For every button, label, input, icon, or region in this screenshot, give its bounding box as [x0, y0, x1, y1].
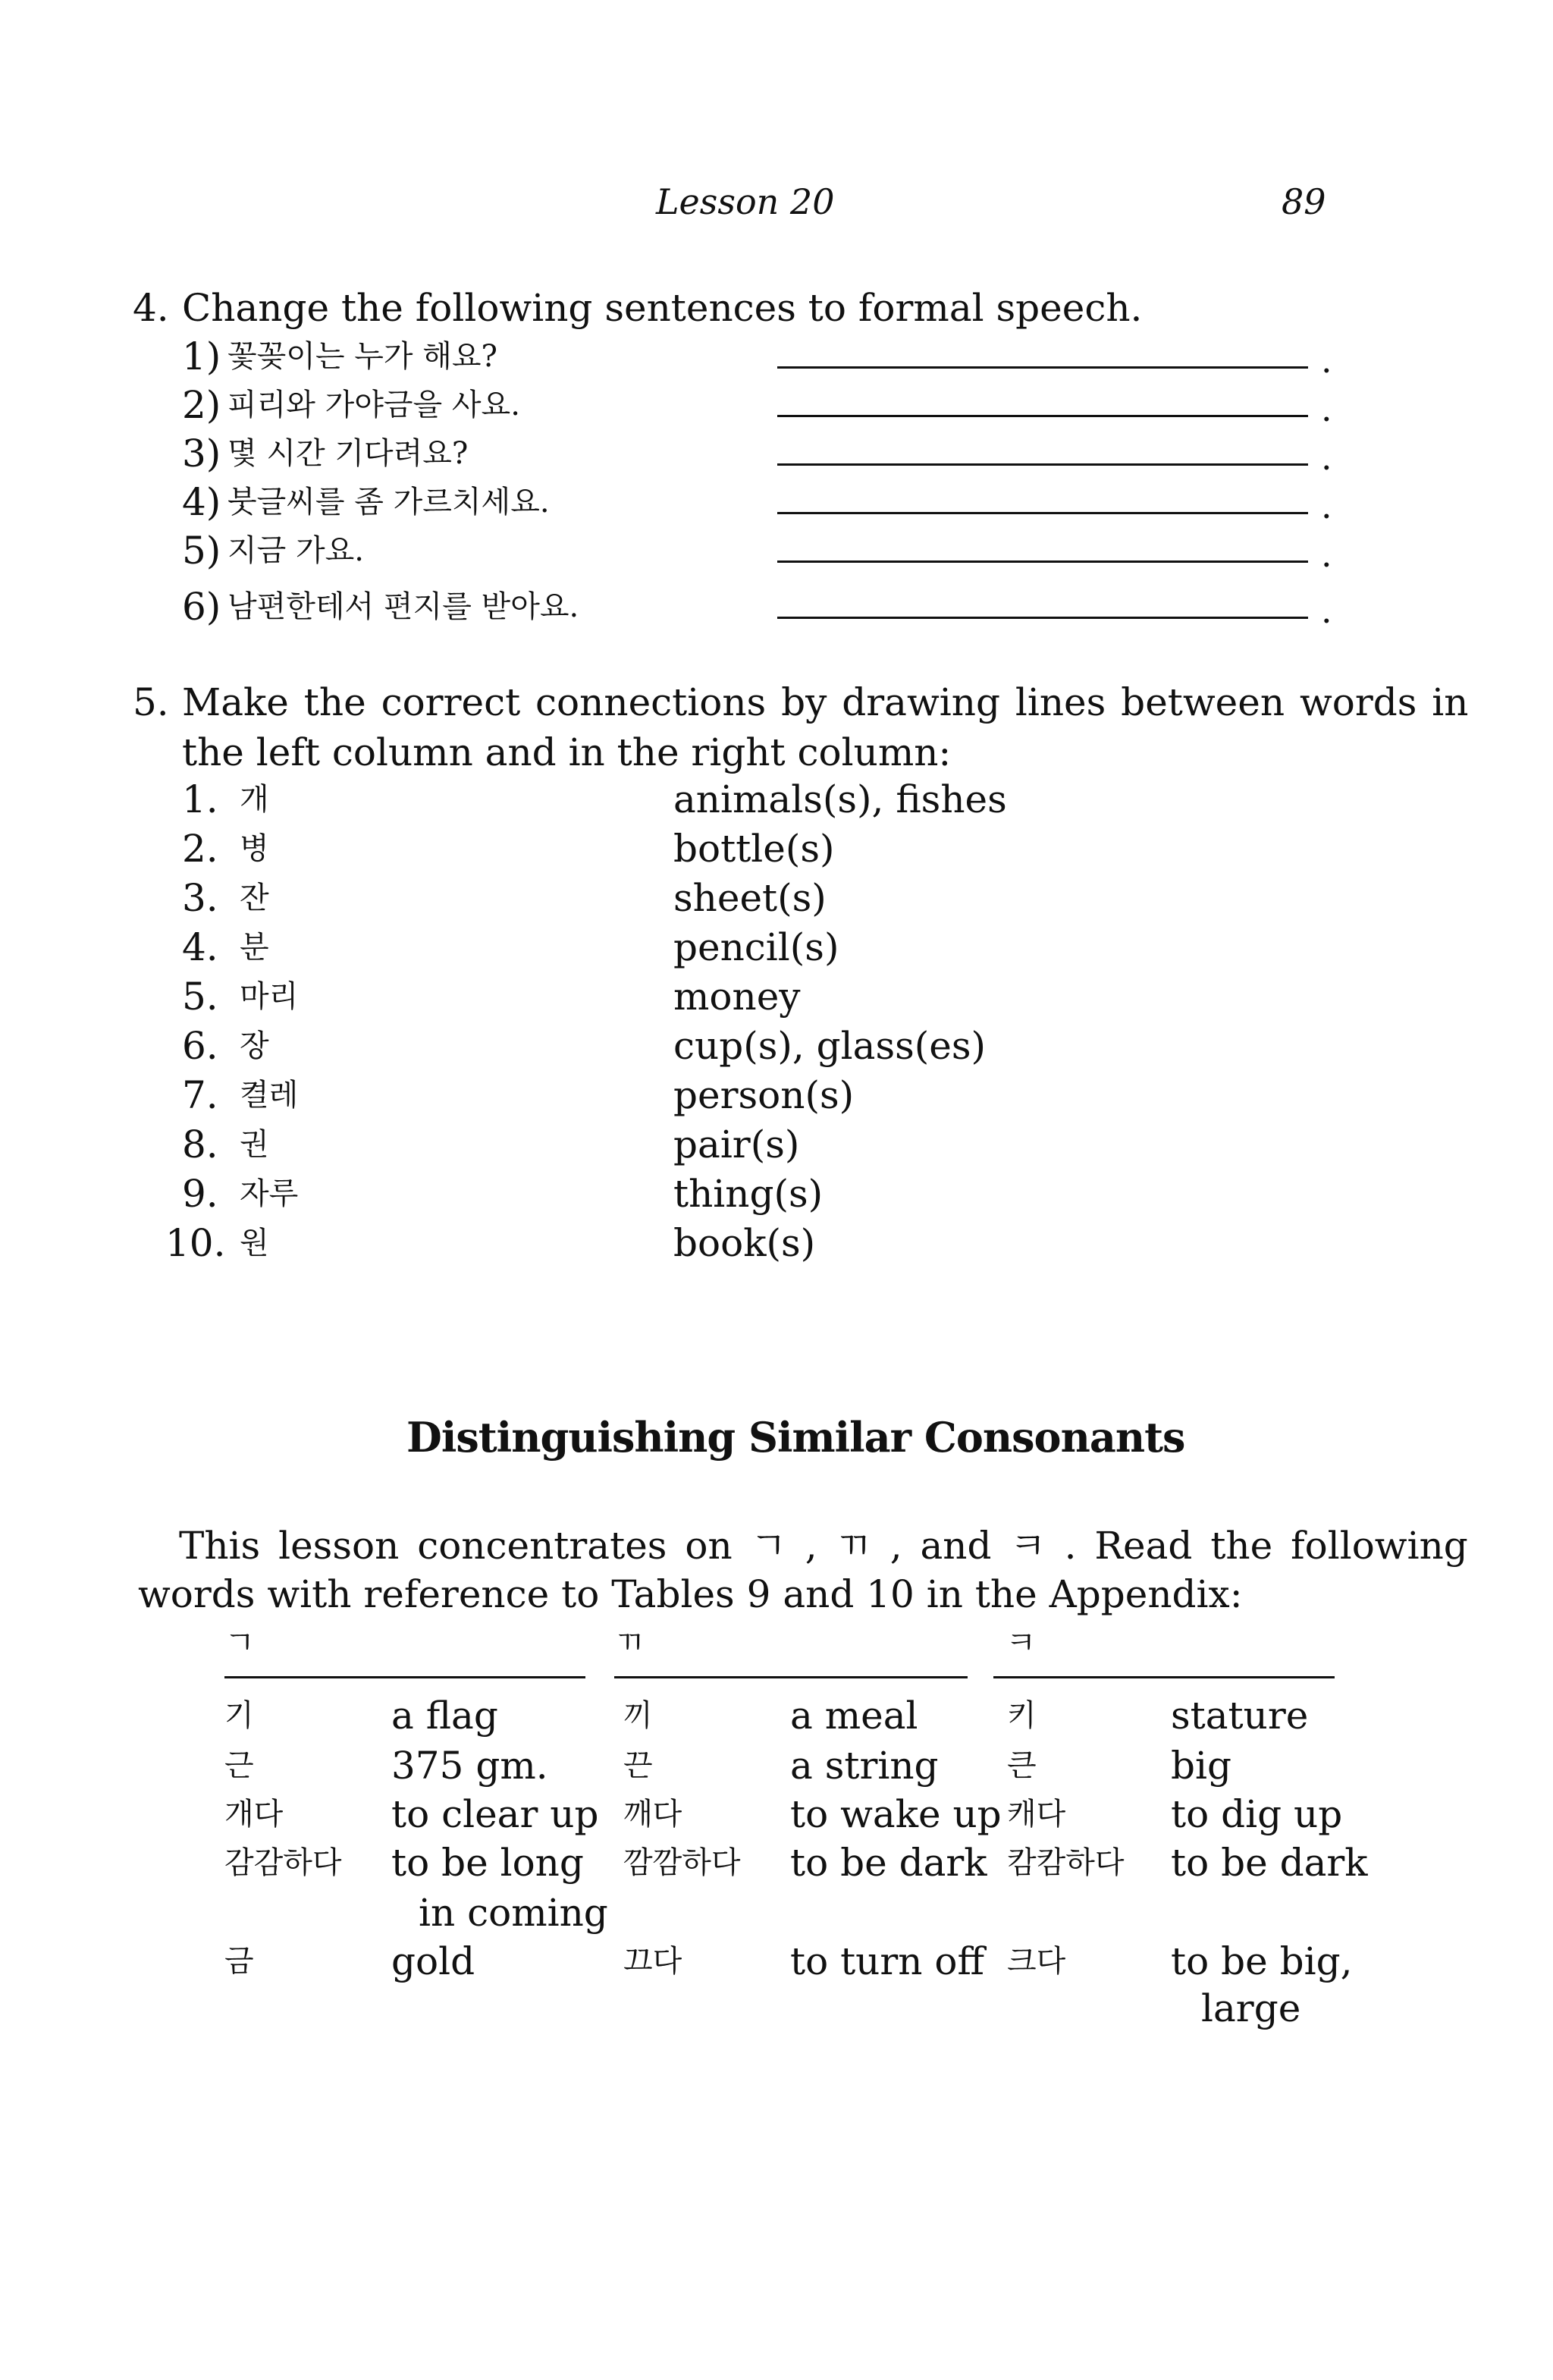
column-header-rule: [224, 1676, 585, 1678]
answer-blank[interactable]: [777, 560, 1308, 563]
left-item-number: 8.: [182, 1122, 218, 1166]
item-number: 4): [182, 480, 221, 524]
answer-blank[interactable]: [777, 415, 1308, 417]
answer-blank[interactable]: [777, 366, 1308, 369]
item-number: 5): [182, 529, 221, 573]
english-gloss: a string: [790, 1744, 939, 1788]
exercise-4-instruction: Change the following sentences to formal speech.: [182, 286, 1143, 330]
right-item[interactable]: thing(s): [673, 1172, 824, 1216]
korean-word: 끼: [623, 1698, 653, 1733]
left-item-word[interactable]: 자루: [240, 1176, 299, 1211]
english-gloss: big: [1171, 1744, 1232, 1788]
korean-sentence: 남편한테서 편지를 받아요.: [227, 589, 579, 624]
right-item[interactable]: bottle(s): [673, 827, 835, 871]
korean-word: 기: [224, 1698, 254, 1733]
left-item-number: 1.: [182, 777, 218, 821]
column-header: ㅋ: [1006, 1624, 1037, 1661]
right-item[interactable]: sheet(s): [673, 876, 827, 920]
english-gloss: large: [1201, 1986, 1301, 2030]
section-intro-line-1: This lesson concentrates on ㄱ , ㄲ , and ㅋ . Read the following: [179, 1524, 1468, 1568]
answer-blank[interactable]: [777, 463, 1308, 466]
english-gloss: to be dark: [1171, 1841, 1368, 1885]
exercise-5-instruction-line-1: Make the correct connections by drawing lines between words in: [182, 680, 1469, 724]
english-gloss: gold: [391, 1939, 475, 1983]
left-item-number: 9.: [182, 1172, 218, 1216]
left-item-word[interactable]: 병: [240, 831, 269, 866]
column-header-rule: [993, 1676, 1335, 1678]
left-item-word[interactable]: 잔: [240, 881, 269, 915]
section-title: Distinguishing Similar Consonants: [406, 1413, 1185, 1462]
right-item[interactable]: cup(s), glass(es): [673, 1024, 987, 1068]
english-gloss: to be long: [391, 1841, 584, 1885]
korean-sentence: 붓글씨를 좀 가르치세요.: [227, 485, 550, 520]
korean-word: 근: [224, 1748, 254, 1783]
period: .: [1321, 388, 1332, 429]
left-item-word[interactable]: 장: [240, 1028, 269, 1063]
item-number: 2): [182, 383, 221, 427]
section-intro-line-2: words with reference to Tables 9 and 10 in the Appendix:: [138, 1572, 1243, 1616]
column-header-rule: [614, 1676, 968, 1678]
english-gloss: a meal: [790, 1694, 918, 1738]
left-item-word[interactable]: 원: [240, 1226, 269, 1261]
korean-word: 캄캄하다: [1007, 1845, 1125, 1880]
korean-sentence: 피리와 가야금을 사요.: [227, 388, 520, 422]
korean-word: 키: [1007, 1698, 1037, 1733]
english-gloss: to clear up: [391, 1792, 599, 1836]
left-item-number: 2.: [182, 827, 218, 871]
exercise-5-instruction-line-2: the left column and in the right column:: [182, 730, 952, 774]
korean-word: 금: [224, 1944, 254, 1979]
left-item-number: 10.: [165, 1221, 226, 1265]
left-item-number: 6.: [182, 1024, 218, 1068]
left-item-word[interactable]: 켤레: [240, 1078, 299, 1113]
right-item[interactable]: pair(s): [673, 1122, 800, 1166]
right-item[interactable]: person(s): [673, 1073, 855, 1117]
period: .: [1321, 590, 1332, 631]
korean-sentence: 꽃꽂이는 누가 해요?: [227, 339, 497, 374]
korean-word: 끄다: [623, 1944, 682, 1979]
english-gloss: in coming: [419, 1891, 608, 1935]
right-item[interactable]: animals(s), fishes: [673, 777, 1007, 821]
korean-word: 큰: [1007, 1748, 1037, 1783]
left-item-word[interactable]: 마리: [240, 979, 299, 1014]
item-number: 3): [182, 432, 221, 476]
period: .: [1321, 534, 1332, 575]
right-item[interactable]: pencil(s): [673, 925, 839, 969]
english-gloss: to turn off: [790, 1939, 985, 1983]
english-gloss: to dig up: [1171, 1792, 1343, 1836]
english-gloss: to wake up: [790, 1792, 1002, 1836]
english-gloss: 375 gm.: [391, 1744, 548, 1788]
english-gloss: a flag: [391, 1694, 498, 1738]
korean-word: 개다: [224, 1797, 284, 1832]
korean-word: 감감하다: [224, 1845, 342, 1880]
korean-word: 깨다: [623, 1797, 682, 1832]
exercise-4-number: 4.: [133, 286, 169, 330]
page-number: 89: [1282, 181, 1326, 222]
left-item-word[interactable]: 분: [240, 930, 269, 965]
left-item-number: 5.: [182, 975, 218, 1019]
korean-sentence: 지금 가요.: [227, 533, 364, 568]
item-number: 1): [182, 334, 221, 378]
right-item[interactable]: book(s): [673, 1221, 816, 1265]
english-gloss: to be big,: [1171, 1939, 1353, 1983]
english-gloss: to be dark: [790, 1841, 987, 1885]
column-header: ㄲ: [614, 1624, 645, 1661]
column-header: ㄱ: [224, 1624, 256, 1661]
korean-sentence: 몇 시간 기다려요?: [227, 436, 469, 471]
korean-word: 크다: [1007, 1944, 1066, 1979]
english-gloss: stature: [1171, 1694, 1309, 1738]
period: .: [1321, 485, 1332, 526]
period: .: [1321, 340, 1332, 381]
korean-word: 캐다: [1007, 1797, 1066, 1832]
korean-word: 깜깜하다: [623, 1845, 741, 1880]
left-item-word[interactable]: 개: [240, 782, 269, 817]
item-number: 6): [182, 585, 221, 629]
korean-word: 끈: [623, 1748, 653, 1783]
left-item-number: 4.: [182, 925, 218, 969]
right-item[interactable]: money: [673, 975, 801, 1019]
answer-blank[interactable]: [777, 512, 1308, 514]
left-item-number: 7.: [182, 1073, 218, 1117]
period: .: [1321, 437, 1332, 478]
exercise-5-number: 5.: [133, 680, 169, 724]
left-item-word[interactable]: 권: [240, 1127, 269, 1162]
running-header: Lesson 20: [656, 181, 835, 222]
answer-blank[interactable]: [777, 617, 1308, 619]
left-item-number: 3.: [182, 876, 218, 920]
